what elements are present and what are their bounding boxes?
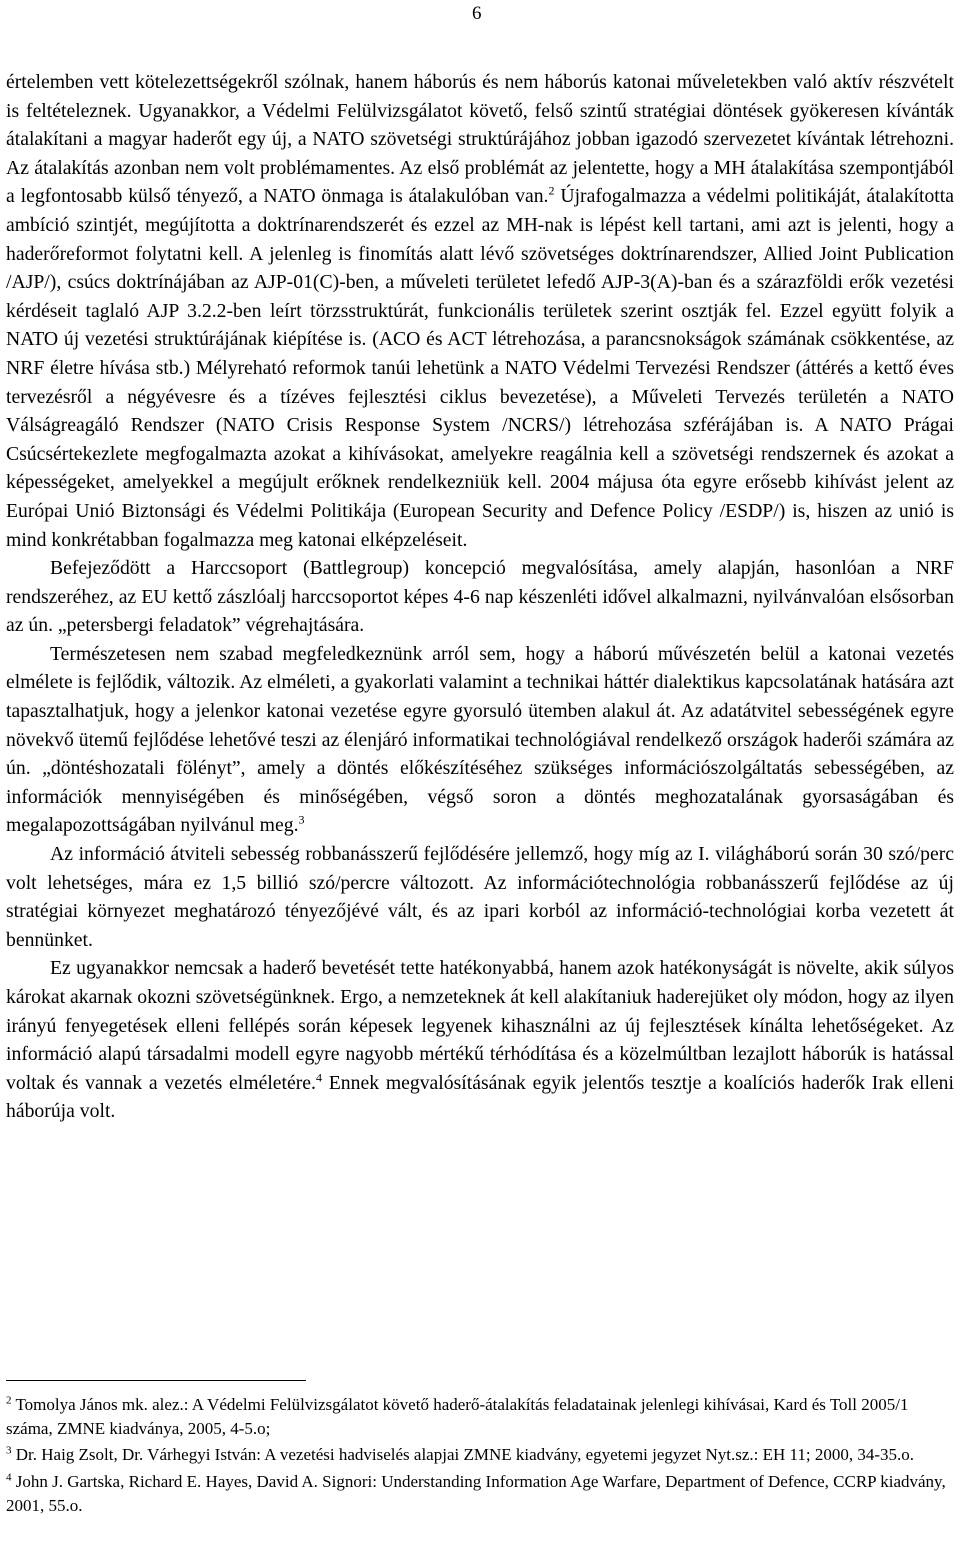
footnotes — [6, 1393, 954, 1520]
paragraph — [6, 68, 954, 554]
body-text — [6, 68, 954, 1126]
footnote-mark: 3 — [6, 1444, 12, 1457]
footnote — [6, 1470, 954, 1518]
paragraph — [6, 554, 954, 640]
footnote — [6, 1393, 954, 1441]
paragraph-text: Ennek megvalósításának egyik jelentős tesztje a koalíciós haderők Irak elleni háborúja volt. — [6, 1071, 954, 1123]
paragraph-text: Újrafogalmazza a védelmi politikáját, átalakította ambíció szintjét, megújította a doktrínarendszerét és ezzel az MH-nak is lépést kell tartani, ami azt is jelenti, hogy a haderőreformot folytatni kell. A jelenleg is finomítás alatt lévő szövetséges doktrínarendszer, Allied Joint Publication /AJP/), csúcs doktrínájában az AJP-01(C)-ben, a műveleti területet lefedő AJP-3(A)-ban és a szárazföldi erők vezetési kérdéseit taglaló AJP 3.2.2-ben leírt törzsstruktúrát, funkcionális területek szerint osztják fel. Ezzel együtt folyik a NATO új vezetési struktúrájának kiépítése is. (ACO és ACT létrehozása, a parancsnokságok számának csökkentése, az NRF életre hívása stb.) Mélyreható reformok tanúi lehetünk a NATO Védelmi Tervezési Rendszer (áttérés a kettő éves tervezésről a négyévesre és a tízéves fejlesztési ciklus bevezetése), a Műveleti Tervezés területén a NATO Válságreagáló Rendszer (NATO Crisis Response System /NCRS/) létrehozása szférájában is. A NATO Prágai Csúcsértekezlete megfogalmazta azokat a kihívásokat, amelyekre reagálnia kell a szövetségi rendszernek és azokat a képességeket, amelyekkel a megújult erőknek rendelkezniük kell. 2004 májusa óta egyre erősebb kihívást jelent az Európai Unió Biztonsági és Védelmi Politikája (European Security and Defence Policy /ESDP/) is, hiszen az unió is mind konkrétabban fogalmazza meg katonai elképzeléseit. — [6, 185, 954, 551]
paragraph-text: értelemben vett kötelezettségekről szólnak, hanem háborús és nem háborús katonai műveletekben való aktív részvételt is feltételeznek. Ugyanakkor, a Védelmi Felülvizsgálatot követő, felső szintű stratégiai döntések gyökeresen kívánták átalakítani a magyar haderőt egy új, a NATO szövetségi struktúrájához jobban igazodó szervezetet kívántak létrehozni. Az átalakítás azonban nem volt problémamentes. Az első problémát az jelentette, hogy a MH átalakítása szempontjából a legfontosabb külső tényező, a NATO önmaga is átalakulóban van. — [6, 71, 954, 208]
footnote-text: Dr. Haig Zsolt, Dr. Várhegyi István: A vezetési hadviselés alapjai ZMNE kiadvány, egyetemi jegyzet Nyt.sz.: EH 11; 2000, 34-35.o. — [11, 1445, 915, 1465]
footnote-reference: 4 — [315, 1070, 322, 1085]
footnote — [6, 1443, 954, 1467]
footnote-mark: 2 — [6, 1394, 12, 1407]
paragraph-text: Az információ átviteli sebesség robbanásszerű fejlődésére jellemző, hogy míg az I. világháború során 30 szó/perc volt lehetséges, mára ez 1,5 billió szó/percre változott. Az információtechnológia robbanásszerű fejlődése az új stratégiai környezet meghatározó tényezőjévé vált, és az ipari korból az információ-technológiai korba vezetett át bennünket. — [6, 843, 954, 951]
footnote-text: Tomolya János mk. alez.: A Védelmi Felülvizsgálatot követő haderő-átalakítás feladatainak jelenlegi kihívásai, Kard és Toll 2005/1 száma, ZMNE kiadványa, 2005, 4-5.o; — [6, 1395, 909, 1439]
footnote-text: John J. Gartska, Richard E. Hayes, David A. Signori: Understanding Information Age Warfare, Department of Defence, CCRP kiadvány, 2001, 55.o. — [6, 1471, 946, 1515]
paragraph-text: Ez ugyanakkor nemcsak a haderő bevetését tette hatékonyabbá, hanem azok hatékonyságát is növelte, akik súlyos károkat akarnak okozni szövetségünknek. Ergo, a nemzeteknek át kell alakítaniuk haderejüket oly módon, hogy az ilyen irányú fenyegetések elleni fellépés során képesek legyenek kihasználni az új fejlesztések kínálta lehetőségeket. Az információ alapú társadalmi modell egyre nagyobb mértékű térhódítása és a közelmúltban lezajlott háborúk is hatással voltak és vannak a vezetés elméletére. — [6, 957, 954, 1094]
footnote-separator — [6, 1380, 306, 1381]
paragraph-text: Természetesen nem szabad megfeledkeznünk arról sem, hogy a háború művészetén belül a katonai vezetés elmélete is fejlődik, változik. Az elméleti, a gyakorlati valamint a technikai háttér dialektikus kapcsolatának hatására azt tapasztalhatjuk, hogy a jelenkor katonai vezetése egyre gyorsuló ütemben alakul át. Az adatátvitel sebességének egyre növekvő ütemű fejlődése lehetővé teszi az élenjáró informatikai technológiával rendelkező országok haderői számára az ún. „döntéshozatali fölényt”, amely a döntés előkészítéséhez szükséges információszolgáltatás sebességében, az információk mennyiségében és minőségében, végső soron a döntés meghozatalának gyorsaságában és megalapozottságában nyilvánul meg. — [6, 642, 954, 837]
paragraph — [6, 640, 954, 840]
footnote-reference: 2 — [548, 183, 555, 198]
paragraph — [6, 840, 954, 954]
paragraph — [6, 954, 954, 1126]
footnote-mark: 4 — [6, 1470, 12, 1483]
page-number: 6 — [472, 3, 482, 24]
paragraph-text: Befejeződött a Harccsoport (Battlegroup) koncepció megvalósítása, amely alapján, hasonlóan a NRF rendszeréhez, az EU kettő zászlóalj harccsoportot képes 4-6 nap készenléti idővel alkalmazni, nyilvánvalóan elsősorban az ún. „petersbergi feladatok” végrehajtására. — [6, 557, 954, 637]
footnote-reference: 3 — [298, 812, 305, 827]
